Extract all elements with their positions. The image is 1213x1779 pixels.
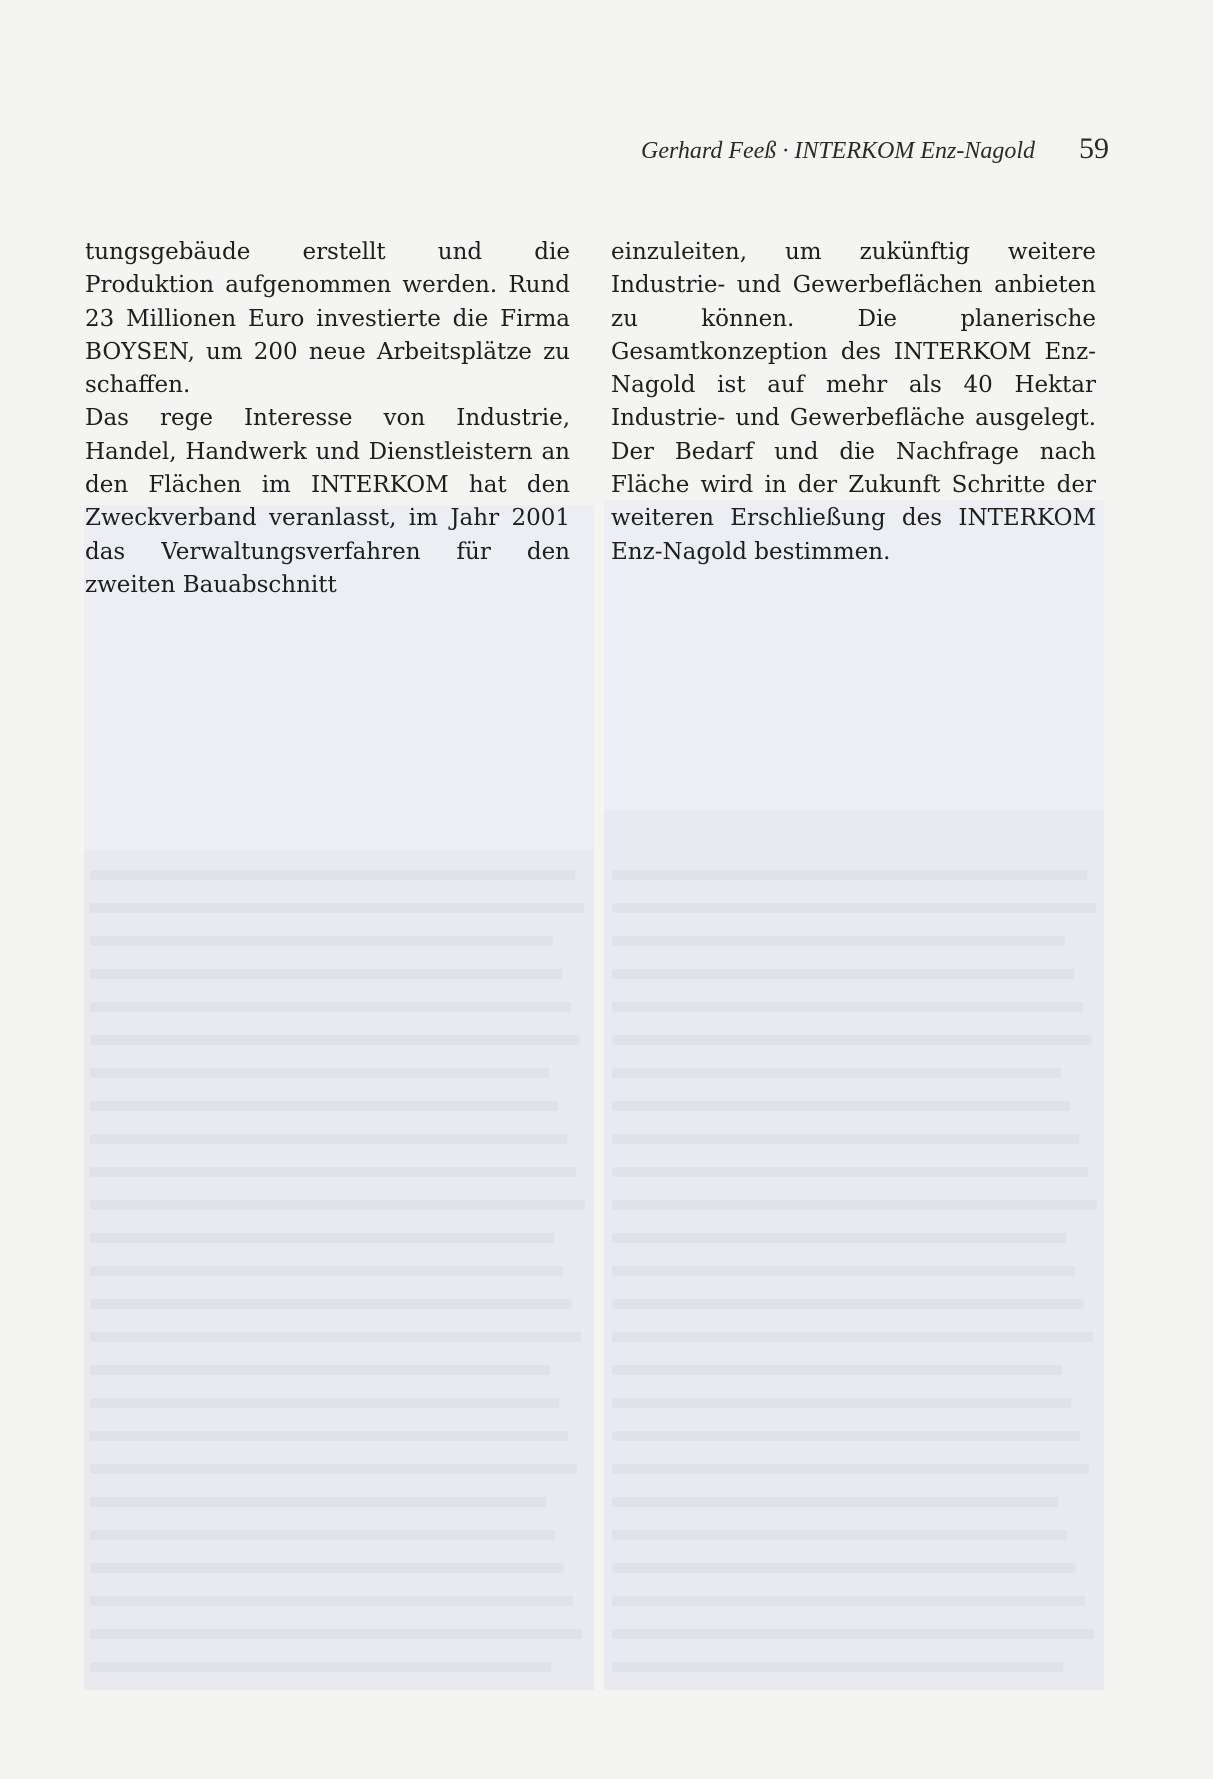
show-through-line bbox=[90, 969, 562, 979]
running-title: Gerhard Feeß · INTERKOM Enz-Nagold bbox=[641, 138, 1035, 164]
show-through-line bbox=[612, 969, 1074, 979]
show-through-line bbox=[90, 1332, 581, 1342]
left-column bbox=[85, 236, 570, 602]
show-through-line bbox=[90, 1662, 551, 1672]
paragraph: tungsgebäude erstellt und die Produktion aufgenommen werden. Rund 23 Millionen Euro investierte die Firma BOYSEN, um 200 neue Arbeitsplätze zu schaffen. bbox=[85, 239, 570, 399]
show-through-line bbox=[612, 1530, 1067, 1540]
show-through-line bbox=[612, 1596, 1085, 1606]
show-through-line bbox=[612, 1101, 1070, 1111]
page-number: 59 bbox=[1079, 132, 1109, 165]
show-through-line bbox=[90, 1398, 559, 1408]
show-through-line bbox=[612, 1035, 1092, 1045]
show-through-line bbox=[612, 1299, 1084, 1309]
show-through-line bbox=[90, 1068, 549, 1078]
show-through-line bbox=[612, 1629, 1094, 1639]
running-head bbox=[641, 132, 1109, 166]
show-through-line bbox=[612, 1233, 1066, 1243]
paragraph: einzuleiten, um zukünftig weitere Industrie- und Gewerbeflächen anbieten zu können. Die planerische Gesamtkonzeption des INTERKOM Enz-Nagold ist auf mehr als 40 Hektar Industrie- und Gewerbefläche ausgelegt. Der Bedarf und die Nachfrage nach Fläche wird in der Zukunft Schritte der weiteren Erschließung des INTERKOM Enz-Nagold bestimmen. bbox=[611, 239, 1096, 565]
show-through-line bbox=[90, 903, 584, 913]
show-through-line bbox=[90, 936, 553, 946]
show-through-line bbox=[90, 1431, 568, 1441]
show-through-line bbox=[90, 1002, 571, 1012]
show-through-line bbox=[90, 1134, 567, 1144]
show-through-line bbox=[90, 1530, 555, 1540]
show-through-line bbox=[90, 1266, 563, 1276]
show-through-line bbox=[90, 1596, 573, 1606]
show-through-line bbox=[612, 1431, 1080, 1441]
show-through-line bbox=[612, 1464, 1089, 1474]
show-through-line bbox=[612, 1068, 1061, 1078]
show-through-line bbox=[612, 1497, 1058, 1507]
show-through-line bbox=[90, 1464, 577, 1474]
show-through-line bbox=[612, 1662, 1063, 1672]
show-through-line bbox=[612, 870, 1087, 880]
show-through-line bbox=[612, 1134, 1079, 1144]
show-through-line bbox=[612, 1002, 1083, 1012]
paragraph: Das rege Interesse von Industrie, Handel, Handwerk und Dienstleistern an den Flächen im INTERKOM hat den Zweckverband veranlasst, im Jahr 2001 das Verwaltungsverfahren für den zweiten Bauabschnitt bbox=[85, 405, 570, 598]
right-column bbox=[611, 236, 1096, 569]
show-through-line bbox=[90, 1497, 546, 1507]
show-through-line bbox=[90, 1200, 585, 1210]
show-through-line bbox=[90, 1629, 582, 1639]
show-through-line bbox=[90, 1101, 558, 1111]
show-through-line bbox=[612, 936, 1065, 946]
show-through-line bbox=[612, 1200, 1097, 1210]
show-through-line bbox=[90, 1167, 576, 1177]
show-through-line bbox=[90, 1365, 550, 1375]
show-through-line bbox=[612, 1563, 1076, 1573]
show-through-line bbox=[612, 903, 1096, 913]
show-through-line bbox=[612, 1332, 1093, 1342]
show-through-line bbox=[612, 1266, 1075, 1276]
show-through-line bbox=[90, 1299, 572, 1309]
show-through-line bbox=[90, 1035, 580, 1045]
show-through-line bbox=[612, 1167, 1088, 1177]
show-through-line bbox=[612, 1398, 1071, 1408]
show-through-line bbox=[90, 1563, 564, 1573]
show-through-line bbox=[90, 870, 575, 880]
show-through-line bbox=[612, 1365, 1062, 1375]
show-through-line bbox=[90, 1233, 554, 1243]
